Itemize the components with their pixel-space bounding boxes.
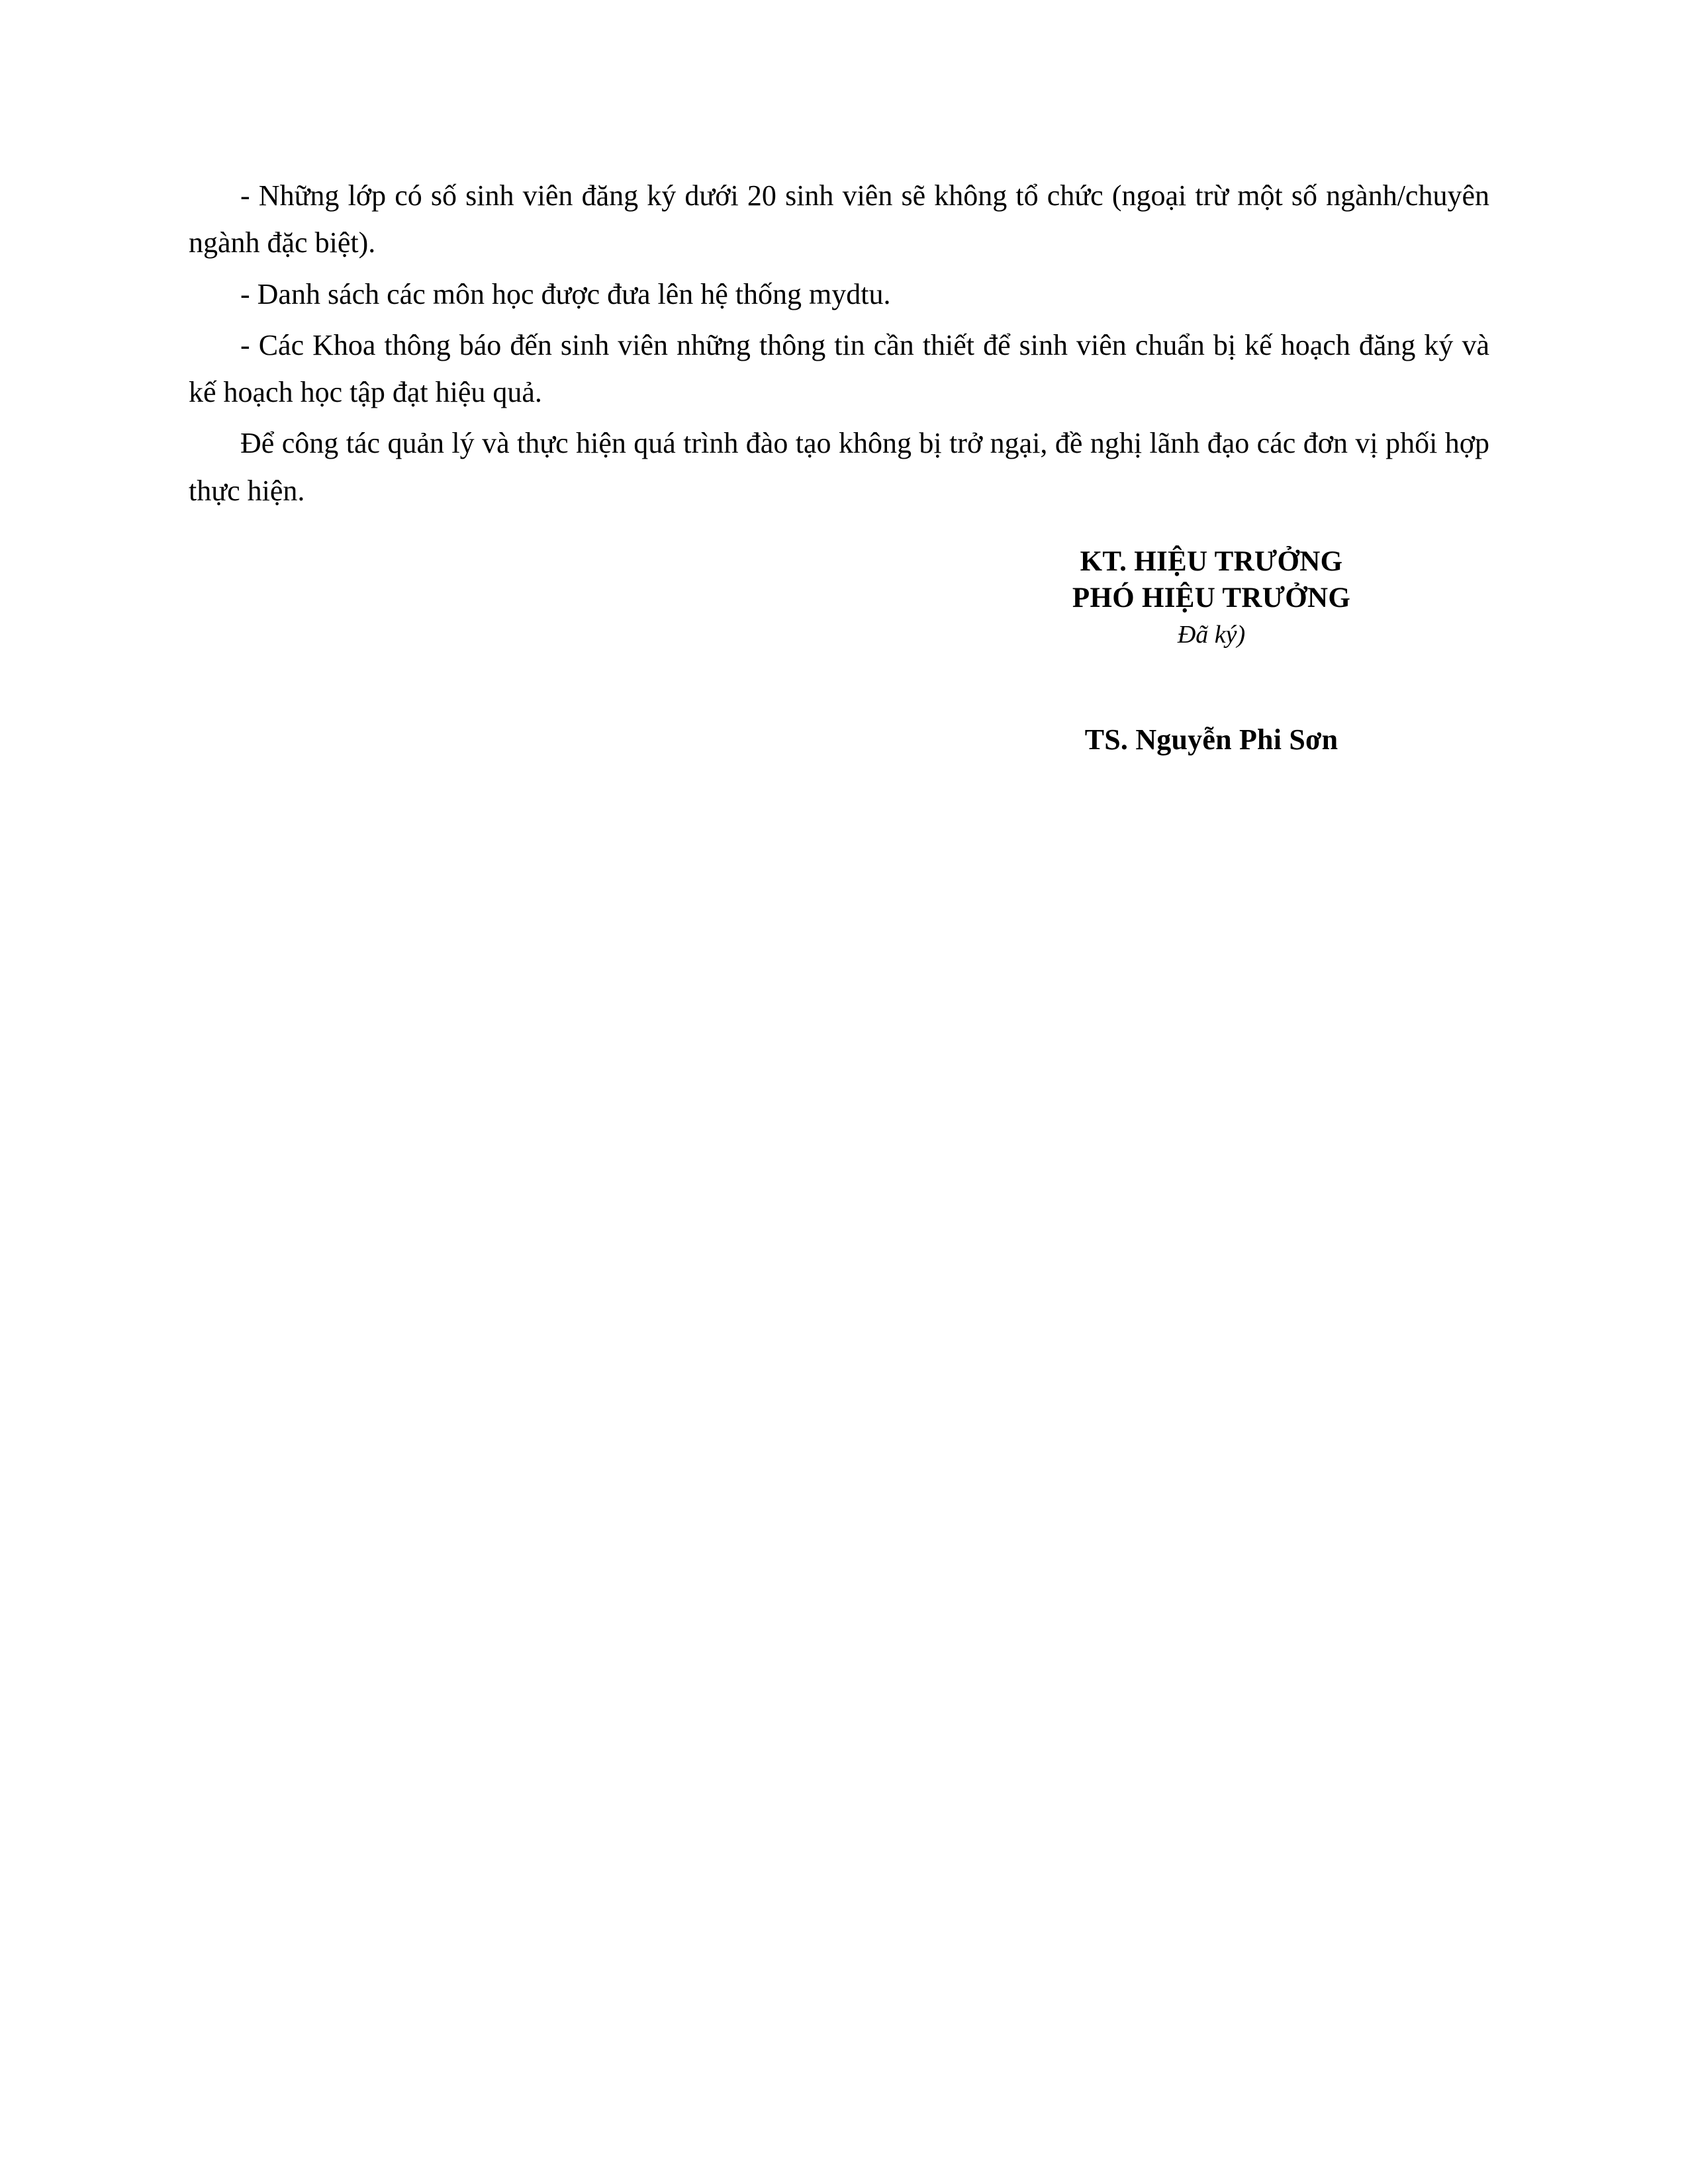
signature-inner: [973, 543, 1489, 756]
paragraph-bullet-faculty-notice: - Các Khoa thông báo đến sinh viên những thông tin cần thiết để sinh viên chuẩn bị kế hoạch đăng ký và kế hoạch học tập đạt hiệu quả.: [189, 328, 1489, 409]
signature-title-line1: KT. HIỆU TRƯỞNG: [1080, 545, 1343, 577]
signature-signed-note: Đã ký): [1177, 620, 1246, 649]
paragraph-bullet-class-size: - Những lớp có số sinh viên đăng ký dưới 20 sinh viên sẽ không tổ chức (ngoại trừ một số ngành/chuyên ngành đặc biệt).: [189, 179, 1489, 259]
signature-name: TS. Nguyễn Phi Sơn: [1084, 723, 1338, 756]
signature-block: [189, 543, 1489, 756]
paragraph-bullet-course-list: - Danh sách các môn học được đưa lên hệ thống mydtu.: [240, 277, 891, 310]
paragraph-closing-request: Để công tác quản lý và thực hiện quá trình đào tạo không bị trở ngại, đề nghị lãnh đạo các đơn vị phối hợp thực hiện.: [189, 427, 1489, 507]
document-body: [189, 172, 1489, 514]
signature-title-line2: PHÓ HIỆU TRƯỞNG: [1072, 582, 1351, 614]
